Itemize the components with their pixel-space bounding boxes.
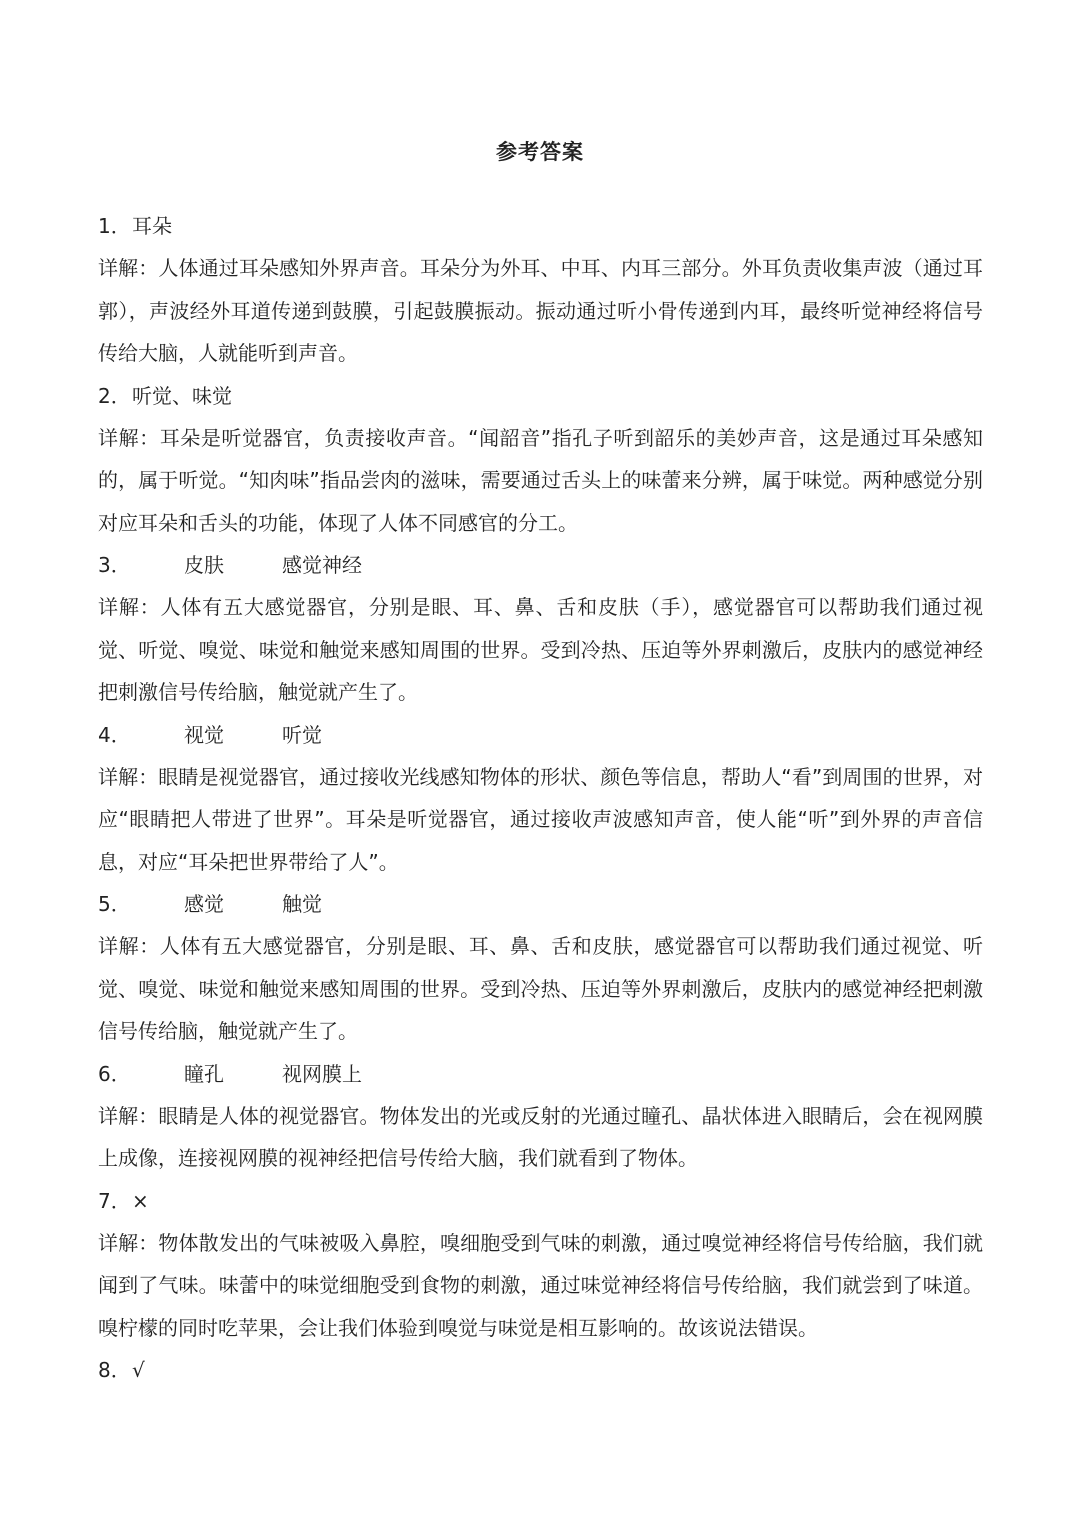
answer-text: × [132,1188,149,1213]
answer-text: 耳朵 [132,214,172,238]
item-number: 3． [98,553,131,577]
answer-text-b: 感觉神经 [282,553,362,577]
answer-text-a: 皮肤 [184,553,224,577]
answer-text-b: 触觉 [282,892,322,916]
answer-line-2 [98,375,983,417]
item-number: 1． [98,214,131,238]
explanation-2: 详解：耳朵是听觉器官，负责接收声音。“闻韶音”指孔子听到韶乐的美妙声音，这是通过耳朵感知的，属于听觉。“知肉味”指品尝肉的滋味，需要通过舌头上的味蕾来分辨，属于味觉。两种感觉分别对应耳朵和舌头的功能，体现了人体不同感官的分工。 [98,425,983,535]
answer-line-4 [98,714,983,756]
item-number: 4． [98,722,131,747]
answer-line-6 [98,1053,983,1095]
explanation-6: 详解：眼睛是人体的视觉器官。物体发出的光或反射的光通过瞳孔、晶状体进入眼睛后，会在视网膜上成像，连接视网膜的视神经把信号传给大脑，我们就看到了物体。 [98,1103,983,1170]
item-number: 5． [98,892,131,916]
explanation-7: 详解：物体散发出的气味被吸入鼻腔，嗅细胞受到气味的刺激，通过嗅觉神经将信号传给脑，我们就闻到了气味。味蕾中的味觉细胞受到食物的刺激，通过味觉神经将信号传给脑，我们就尝到了味道。嗅柠檬的同时吃苹果，会让我们体验到嗅觉与味觉是相互影响的。故该说法错误。 [98,1230,983,1340]
answer-text-b: 听觉 [282,722,322,747]
item-number: 8． [98,1358,131,1382]
answer-text: √ [132,1358,145,1382]
answer-line-5 [98,883,983,925]
explanation-4: 详解：眼睛是视觉器官，通过接收光线感知物体的形状、颜色等信息，帮助人“看”到周围的世界，对应“眼睛把人带进了世界”。耳朵是听觉器官，通过接收声波感知声音，使人能“听”到外界的声音信息，对应“耳朵把世界带给了人”。 [98,764,983,874]
item-number: 6． [98,1061,131,1086]
item-number: 2． [98,383,131,408]
answer-text-a: 感觉 [184,892,224,916]
explanation-3: 详解：人体有五大感觉器官，分别是眼、耳、鼻、舌和皮肤（手），感觉器官可以帮助我们通过视觉、听觉、嗅觉、味觉和触觉来感知周围的世界。受到冷热、压迫等外界刺激后，皮肤内的感觉神经把刺激信号传给脑，触觉就产生了。 [98,595,983,704]
answer-line-1 [98,205,983,247]
answer-list [98,205,983,1391]
answer-line-8 [98,1349,983,1391]
answer-line-3 [98,544,983,586]
answer-text-a: 瞳孔 [184,1061,224,1086]
explanation-5: 详解：人体有五大感觉器官，分别是眼、耳、鼻、舌和皮肤，感觉器官可以帮助我们通过视觉、听觉、嗅觉、味觉和触觉来感知周围的世界。受到冷热、压迫等外界刺激后，皮肤内的感觉神经把刺激信号传给脑，触觉就产生了。 [98,934,983,1043]
answer-line-7 [98,1180,983,1222]
item-number: 7． [98,1188,131,1213]
answer-text: 听觉、味觉 [132,383,232,408]
answer-text-a: 视觉 [184,722,224,747]
page-title: 参考答案 [496,140,584,164]
answer-text-b: 视网膜上 [282,1061,362,1086]
explanation-1: 详解：人体通过耳朵感知外界声音。耳朵分为外耳、中耳、内耳三部分。外耳负责收集声波（通过耳郭），声波经外耳道传递到鼓膜，引起鼓膜振动。振动通过听小骨传递到内耳，最终听觉神经将信号传给大脑，人就能听到声音。 [98,256,983,365]
